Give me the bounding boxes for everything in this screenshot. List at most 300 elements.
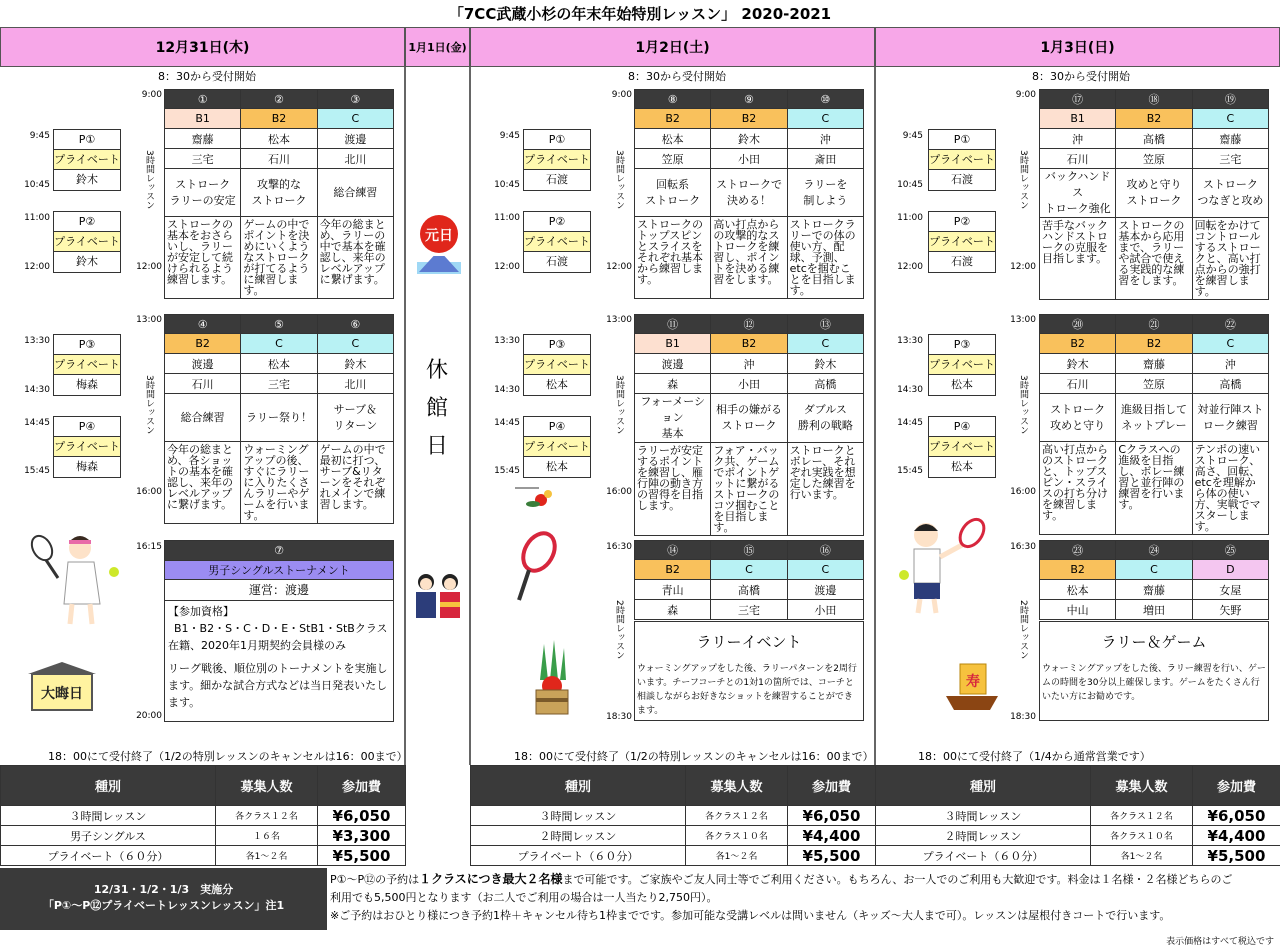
- coach-cell: 齋藤: [1192, 129, 1268, 149]
- time-label: 15:45: [24, 466, 50, 476]
- level-cell: B1: [165, 109, 241, 129]
- time-label: 10:45: [24, 180, 50, 190]
- coach-cell: 小田: [711, 374, 787, 394]
- event-name: ラリーイベント: [696, 633, 802, 651]
- qualification-heading: 【参加資格】: [168, 605, 234, 618]
- lesson-table-am: [1039, 89, 1269, 300]
- coach-cell: 沖: [787, 129, 863, 149]
- time-label: 14:30: [494, 385, 520, 395]
- fee-price: ¥5,500: [1193, 846, 1280, 866]
- private-label: プライベート: [524, 232, 590, 252]
- time-label: 9:00: [1015, 90, 1036, 100]
- private-slot[interactable]: [928, 416, 996, 478]
- coach-cell: 北川: [317, 149, 393, 169]
- private-slot[interactable]: [928, 211, 996, 273]
- slot-number: P③: [54, 335, 120, 355]
- time-label: 16:00: [606, 487, 632, 497]
- private-slot[interactable]: [53, 129, 121, 191]
- slot-number: P①: [524, 130, 590, 150]
- private-label: プライベート: [929, 355, 995, 375]
- private-slot[interactable]: [928, 129, 996, 191]
- plum-icon: [515, 480, 555, 510]
- fee-capacity: 各クラス１２名: [686, 806, 788, 826]
- time-label: 12:00: [1010, 262, 1036, 272]
- fee-type: プライベート（６０分）: [876, 846, 1091, 866]
- event-box: [1039, 621, 1269, 721]
- duration-label: 3時間レッスン: [144, 150, 154, 210]
- fee-header: 募集人数: [1091, 766, 1193, 806]
- coach-cell: 三宅: [165, 149, 241, 169]
- qualification-text: 在籍、2020年1月期契約会員様のみ: [168, 639, 346, 652]
- duration-label: 2時間レッスン: [614, 600, 624, 660]
- private-slot[interactable]: [523, 129, 591, 191]
- coach-name: 梅森: [76, 378, 98, 391]
- coach-cell: 沖: [711, 354, 787, 374]
- time-label: 12:00: [494, 262, 520, 272]
- slot-number: P③: [524, 335, 590, 355]
- coach-cell: 高橋: [1192, 374, 1268, 394]
- time-label: 14:45: [494, 418, 520, 428]
- time-label: 15:45: [897, 466, 923, 476]
- coach-cell: 笠原: [635, 149, 711, 169]
- coach-name: 鈴木: [76, 255, 98, 268]
- slot-number: P④: [524, 417, 590, 437]
- event-name: ラリー＆ゲーム: [1101, 633, 1207, 651]
- time-label: 13:00: [606, 315, 632, 325]
- lesson-desc: 今年の総まとめ、ラリーの中で基本を確認し、来年のレベルアップに繋げます。: [317, 217, 393, 299]
- class-number: ⑦: [165, 541, 393, 560]
- level-cell: B2: [711, 109, 787, 129]
- lesson-desc: ラリーが安定するポイントを練習し、雁行陣の動き方の習得を目指します。: [635, 443, 711, 536]
- holiday-char-1: 休: [425, 358, 448, 383]
- coach-cell: 松本: [635, 129, 711, 149]
- reception-end: 18：00にて受付終了（1/4から通常営業です）: [918, 750, 1151, 763]
- class-number: ⑳: [1040, 315, 1116, 334]
- level-cell: C: [787, 109, 863, 129]
- class-number: ⑭: [635, 541, 711, 560]
- lesson-desc: 今年の総まとめ、各ショットの基本を確認し、来年のレベルアップに繋げます。: [165, 442, 241, 524]
- day-header-dec31: 12月31日(木): [0, 27, 405, 67]
- racket-icon: [515, 530, 560, 610]
- lesson-desc: テンポの速いストローク、高さ、回転、etcを理解から体の使い方、実戦でマスターします。: [1192, 442, 1268, 535]
- fee-capacity: 各1～２名: [1091, 846, 1193, 866]
- class-number: ㉔: [1116, 541, 1192, 560]
- coach-cell: 石川: [165, 374, 241, 394]
- class-number: ⑱: [1116, 90, 1192, 109]
- private-label: プライベート: [54, 355, 120, 375]
- time-label: 12:00: [136, 262, 162, 272]
- time-label: 11:00: [24, 213, 50, 223]
- class-number: ⑬: [787, 315, 863, 334]
- time-label: 11:00: [897, 213, 923, 223]
- coach-cell: 青山: [635, 580, 711, 600]
- private-slot[interactable]: [53, 334, 121, 396]
- time-label: 11:00: [494, 213, 520, 223]
- fee-price: ¥6,050: [318, 806, 406, 826]
- slot-number: P③: [929, 335, 995, 355]
- coach-cell: 三宅: [711, 600, 787, 620]
- time-label: 16:00: [1010, 487, 1036, 497]
- coach-name: 松本: [951, 460, 973, 473]
- coach-cell: 石川: [241, 149, 317, 169]
- duration-label: 3時間レッスン: [144, 375, 154, 435]
- class-number: ⑨: [711, 90, 787, 109]
- slot-number: P④: [929, 417, 995, 437]
- coach-cell: 森: [635, 374, 711, 394]
- time-label: 13:30: [897, 336, 923, 346]
- event-box: [634, 621, 864, 721]
- event-desc: ウォーミングアップをした後、ラリーパターンを2周行います。チーフコーチとの1対1の箇所では、コーチと相談しながらお好きなショットを練習することができます。: [637, 664, 857, 716]
- class-number: ①: [165, 90, 241, 109]
- slot-number: P②: [54, 212, 120, 232]
- day-header-jan1: 1月1日(金): [405, 27, 470, 67]
- lesson-table-am: [164, 89, 394, 299]
- coach-cell: 松本: [241, 129, 317, 149]
- fee-price: ¥6,050: [788, 806, 876, 826]
- class-number: ⑤: [241, 315, 317, 334]
- lesson-title: ラリーを 制しよう: [787, 169, 863, 217]
- lesson-table-pm: [164, 314, 394, 524]
- holiday-char-2: 館: [425, 396, 448, 421]
- lesson-desc: フォア・バック共、ゲームでポイントゲットに繋がるストロークのコツ掴むことを目指します。: [711, 443, 787, 536]
- lesson-title: ダブルス 勝利の戦略: [787, 394, 863, 443]
- level-cell: B2: [1040, 334, 1116, 354]
- coach-cell: 中山: [1040, 600, 1116, 620]
- level-cell: C: [1192, 334, 1268, 354]
- fee-capacity: 各1～２名: [686, 846, 788, 866]
- tax-note: 表示価格はすべて税込です: [1166, 937, 1274, 947]
- lesson-desc: ウォーミングアップの後、すぐにラリーに入りたくさんラリーやゲームを行います。: [241, 442, 317, 524]
- fee-type: ３時間レッスン: [471, 806, 686, 826]
- coach-cell: 高橋: [711, 580, 787, 600]
- coach-cell: 矢野: [1192, 600, 1268, 620]
- omisoka-sign-icon: [22, 660, 102, 716]
- lesson-title: サーブ＆ リターン: [317, 394, 393, 442]
- level-cell: C: [317, 334, 393, 354]
- level-cell: B2: [165, 334, 241, 354]
- reception-start: 8：30から受付開始: [158, 70, 256, 83]
- time-label: 16:00: [136, 487, 162, 497]
- private-note-box: [0, 868, 327, 930]
- level-cell: B2: [1040, 560, 1116, 580]
- coach-cell: 鈴木: [317, 354, 393, 374]
- lesson-desc: ストロークの基本から応用まで、ラリーや試合で使える実践的な練習をします。: [1116, 218, 1192, 300]
- coach-name: 松本: [951, 378, 973, 391]
- lesson-table-am: [634, 89, 864, 299]
- tournament-host: 運営：渡邊: [248, 583, 309, 597]
- class-number: ⑥: [317, 315, 393, 334]
- class-number: ㉑: [1116, 315, 1192, 334]
- class-number: ③: [317, 90, 393, 109]
- fee-type: プライベート（６０分）: [471, 846, 686, 866]
- coach-cell: 渡邊: [787, 580, 863, 600]
- duration-label: 3時間レッスン: [1018, 375, 1028, 435]
- fee-type: ３時間レッスン: [876, 806, 1091, 826]
- class-number: ⑲: [1192, 90, 1268, 109]
- qualification-text: B1・B2・S・C・D・E・StB1・StBクラス: [174, 622, 388, 635]
- coach-name: 石渡: [546, 255, 568, 268]
- lesson-title: バックハンドス トローク強化: [1040, 169, 1116, 218]
- time-label: 9:00: [141, 90, 162, 100]
- fee-header: 募集人数: [216, 766, 318, 806]
- private-label: プライベート: [524, 437, 590, 457]
- fee-header: 参加費: [1193, 766, 1280, 806]
- level-cell: C: [787, 560, 863, 580]
- reception-start: 8：30から受付開始: [628, 70, 726, 83]
- level-cell: B2: [241, 109, 317, 129]
- fee-price: ¥4,400: [1193, 826, 1280, 846]
- fee-type: プライベート（６０分）: [1, 846, 216, 866]
- level-cell: B1: [1040, 109, 1116, 129]
- lesson-desc: 高い打点からの攻撃的なストロークを練習し、ポイントを決める練習をします。: [711, 217, 787, 299]
- day-header-jan3: 1月3日(日): [875, 27, 1280, 67]
- slot-number: P②: [929, 212, 995, 232]
- lesson-title: 相手の嫌がる ストローク: [711, 394, 787, 443]
- class-number: ㉕: [1192, 541, 1268, 560]
- lesson-title: 対並行陣スト ローク練習: [1192, 394, 1268, 442]
- fee-header: 種別: [471, 766, 686, 806]
- time-label: 12:00: [606, 262, 632, 272]
- time-label: 12:00: [897, 262, 923, 272]
- fee-price: ¥4,400: [788, 826, 876, 846]
- private-slot[interactable]: [928, 334, 996, 396]
- private-label: プライベート: [54, 437, 120, 457]
- note-text: 利用でも5,500円となります（お二人でご利用の場合は一人当たり2,750円）。: [330, 891, 718, 904]
- lesson-table-pm: [634, 314, 864, 536]
- class-number: ②: [241, 90, 317, 109]
- fee-price: ¥5,500: [318, 846, 406, 866]
- lesson-desc: ストロークの基本をおさらいし、ラリーが安定して続けられるよう練習します。: [165, 217, 241, 299]
- level-cell: B2: [635, 560, 711, 580]
- tournament-name: 男子シングルストーナメント: [165, 560, 393, 580]
- lesson-title: 回転系 ストローク: [635, 169, 711, 217]
- lesson-desc: ストロークのトップスピンとスライスをそれぞれ基本から練習します。: [635, 217, 711, 299]
- coach-cell: 沖: [1192, 354, 1268, 374]
- reception-end: 18：00にて受付終了（1/2の特別レッスンのキャンセルは16：00まで）: [48, 750, 408, 763]
- lesson-desc: 高い打点からのストロークと、トップスピン・スライスの打ち分けを練習します。: [1040, 442, 1116, 535]
- time-label: 13:00: [136, 315, 162, 325]
- omisoka-text: 大晦日: [41, 686, 83, 702]
- fee-table-jan2: [470, 765, 876, 866]
- coach-cell: 鈴木: [711, 129, 787, 149]
- private-slot[interactable]: [53, 416, 121, 478]
- class-number: ⑫: [711, 315, 787, 334]
- fee-header: 種別: [876, 766, 1091, 806]
- divider: [874, 67, 876, 765]
- level-cell: B2: [711, 334, 787, 354]
- coach-cell: 渡邊: [635, 354, 711, 374]
- level-cell: C: [317, 109, 393, 129]
- time-label: 12:00: [24, 262, 50, 272]
- coach-cell: 沖: [1040, 129, 1116, 149]
- treasure-ship-icon: [944, 662, 1000, 714]
- private-slot[interactable]: [523, 416, 591, 478]
- level-cell: B2: [1116, 109, 1192, 129]
- time-label: 10:45: [897, 180, 923, 190]
- duration-label: 3時間レッスン: [1018, 150, 1028, 210]
- level-cell: B1: [635, 334, 711, 354]
- divider: [469, 67, 471, 765]
- coach-name: 石渡: [546, 173, 568, 186]
- duration-label: 3時間レッスン: [614, 150, 624, 210]
- coach-cell: 鈴木: [1040, 354, 1116, 374]
- page-title: 「7CC武蔵小杉の年末年始特別レッスン」 2020-2021: [448, 5, 832, 23]
- fee-type: ２時間レッスン: [876, 826, 1091, 846]
- coach-cell: 渡邊: [165, 354, 241, 374]
- private-label: プライベート: [54, 232, 120, 252]
- private-slot[interactable]: [523, 334, 591, 396]
- coach-cell: 斎田: [787, 149, 863, 169]
- time-label: 10:45: [494, 180, 520, 190]
- class-number: ⑧: [635, 90, 711, 109]
- reception-start: 8：30から受付開始: [1032, 70, 1130, 83]
- private-label: プライベート: [929, 437, 995, 457]
- reception-end: 18：00にて受付終了（1/2の特別レッスンのキャンセルは16：00まで）: [514, 750, 874, 763]
- level-cell: C: [787, 334, 863, 354]
- fee-capacity: 各クラス１２名: [216, 806, 318, 826]
- coach-name: 石渡: [951, 255, 973, 268]
- note-text: P①～P⑫の予約は: [330, 873, 420, 886]
- coach-cell: 鈴木: [787, 354, 863, 374]
- coach-cell: 笠原: [1116, 374, 1192, 394]
- new-year-sun-icon: [415, 208, 463, 278]
- lesson-desc: ゲームの中でポイントを決めにいくようなストロークが打てるように練習します。: [241, 217, 317, 299]
- lesson-desc: ストロークとボレー、それぞれ実践を想定した練習を行います。: [787, 443, 863, 536]
- lesson-table-pm: [1039, 314, 1269, 535]
- coach-cell: 齋藤: [1116, 354, 1192, 374]
- tournament-box: [164, 540, 394, 722]
- fee-header: 募集人数: [686, 766, 788, 806]
- coach-cell: 森: [635, 600, 711, 620]
- tennis-player-boy-icon: [898, 515, 993, 615]
- class-number: ㉒: [1192, 315, 1268, 334]
- coach-cell: 齋藤: [1116, 580, 1192, 600]
- fee-capacity: 各クラス１２名: [1091, 806, 1193, 826]
- time-label: 18:30: [1010, 712, 1036, 722]
- coach-cell: 石川: [1040, 149, 1116, 169]
- private-note-text: [330, 870, 1280, 925]
- lesson-title: ストローク つなぎと攻め: [1192, 169, 1268, 218]
- level-cell: D: [1192, 560, 1268, 580]
- level-cell: B2: [635, 109, 711, 129]
- class-number: ⑮: [711, 541, 787, 560]
- class-number: ⑯: [787, 541, 863, 560]
- coach-cell: 笠原: [1116, 149, 1192, 169]
- ganjitsu-text: 元日: [425, 228, 453, 244]
- fee-capacity: １６名: [216, 826, 318, 846]
- class-number: ⑩: [787, 90, 863, 109]
- coach-cell: 小田: [711, 149, 787, 169]
- coach-cell: 石川: [1040, 374, 1116, 394]
- fee-table-dec31: [0, 765, 406, 866]
- event-desc: ウォーミングアップをした後、ラリー練習を行い、ゲームの時間を30分以上確保します。ゲームをたくさん行いたい方にお勧めです。: [1042, 664, 1266, 702]
- slot-number: P②: [524, 212, 590, 232]
- lesson-title: フォーメーション 基本: [635, 394, 711, 443]
- slot-number: P①: [54, 130, 120, 150]
- lesson-title: ラリー祭り！: [241, 394, 317, 442]
- coach-cell: 女屋: [1192, 580, 1268, 600]
- lesson-title: 進級目指して ネットプレー: [1116, 394, 1192, 442]
- slot-number: P④: [54, 417, 120, 437]
- coach-cell: 齋藤: [165, 129, 241, 149]
- note-text: まで可能です。ご家族やご友人同士等でご利用ください。もちろん、お一人でのご利用も大歓迎です。料金は１名様・２名様どちらのご: [562, 873, 1233, 886]
- time-label: 15:45: [494, 466, 520, 476]
- coach-cell: 三宅: [1192, 149, 1268, 169]
- lesson-title: ストローク ラリーの安定: [165, 169, 241, 217]
- fee-header: 参加費: [788, 766, 876, 806]
- lesson-title: 総合練習: [165, 394, 241, 442]
- fee-header: 参加費: [318, 766, 406, 806]
- duration-label: 3時間レッスン: [614, 375, 624, 435]
- day-header-jan2: 1月2日(土): [470, 27, 875, 67]
- slot-number: P①: [929, 130, 995, 150]
- coach-cell: 高橋: [787, 374, 863, 394]
- time-label: 18:30: [606, 712, 632, 722]
- time-label: 9:45: [902, 131, 923, 141]
- fee-capacity: 各クラス１０名: [1091, 826, 1193, 846]
- holiday-char-3: 日: [425, 434, 448, 459]
- private-slot[interactable]: [523, 211, 591, 273]
- lesson-desc: ストロークラリーでの体の使い方、配球、予測、etcを掴むことを目指します。: [787, 217, 863, 299]
- class-number: ⑪: [635, 315, 711, 334]
- fee-type: ２時間レッスン: [471, 826, 686, 846]
- private-label: プライベート: [524, 150, 590, 170]
- duration-label: 2時間レッスン: [1018, 600, 1028, 660]
- tournament-desc: リーグ戦後、順位別のトーナメントを実施します。細かな試合方式などは当日発表いたします。: [168, 662, 388, 709]
- coach-cell: 増田: [1116, 600, 1192, 620]
- coach-name: 松本: [546, 378, 568, 391]
- note-text: ※ご予約はおひとり様につき予約1枠＋キャンセル待ち1枠までです。参加可能な受講レベルは問いません（キッズ～大人まで可）。レッスンは屋根付きコートで行います。: [330, 909, 1171, 922]
- level-cell: C: [1116, 560, 1192, 580]
- coach-name: 梅森: [76, 460, 98, 473]
- coach-cell: 高橋: [1116, 129, 1192, 149]
- coach-cell: 三宅: [241, 374, 317, 394]
- fee-type: ３時間レッスン: [1, 806, 216, 826]
- time-label: 16:30: [606, 542, 632, 552]
- kotobuki-text: 寿: [966, 674, 980, 690]
- lesson-title: 攻めと守り ストローク: [1116, 169, 1192, 218]
- private-slot[interactable]: [53, 211, 121, 273]
- time-label: 14:30: [897, 385, 923, 395]
- note-box-line: 「P①～P⑫プライベートレッスンレッスン」注1: [42, 899, 285, 912]
- lesson-desc: Cクラスへの進級を目指し、ボレー練習と並行陣の練習を行います。: [1116, 442, 1192, 535]
- fee-capacity: 各クラス１０名: [686, 826, 788, 846]
- note-box-line: 12/31・1/2・1/3 実施分: [93, 883, 234, 896]
- time-label: 20:00: [136, 711, 162, 721]
- coach-name: 松本: [546, 460, 568, 473]
- coach-name: 鈴木: [76, 173, 98, 186]
- class-number: ㉓: [1040, 541, 1116, 560]
- private-label: プライベート: [54, 150, 120, 170]
- private-label: プライベート: [929, 150, 995, 170]
- time-label: 14:45: [24, 418, 50, 428]
- fee-price: ¥6,050: [1193, 806, 1280, 826]
- lesson-desc: ゲームの中で最初に打つ、サーブ&リターンをそれぞれメインで練習します。: [317, 442, 393, 524]
- private-label: プライベート: [524, 355, 590, 375]
- coach-cell: 渡邊: [317, 129, 393, 149]
- level-cell: B2: [1116, 334, 1192, 354]
- fee-type: 男子シングルス: [1, 826, 216, 846]
- fee-price: ¥3,300: [318, 826, 406, 846]
- tennis-player-girl-icon: [28, 528, 123, 628]
- level-cell: C: [241, 334, 317, 354]
- private-label: プライベート: [929, 232, 995, 252]
- event-table: [1039, 540, 1269, 620]
- time-label: 16:30: [1010, 542, 1036, 552]
- event-table: [634, 540, 864, 620]
- lesson-desc: 回転をかけてコントロールするストロークと、高い打点からの強打を練習します。: [1192, 218, 1268, 300]
- coach-cell: 松本: [1040, 580, 1116, 600]
